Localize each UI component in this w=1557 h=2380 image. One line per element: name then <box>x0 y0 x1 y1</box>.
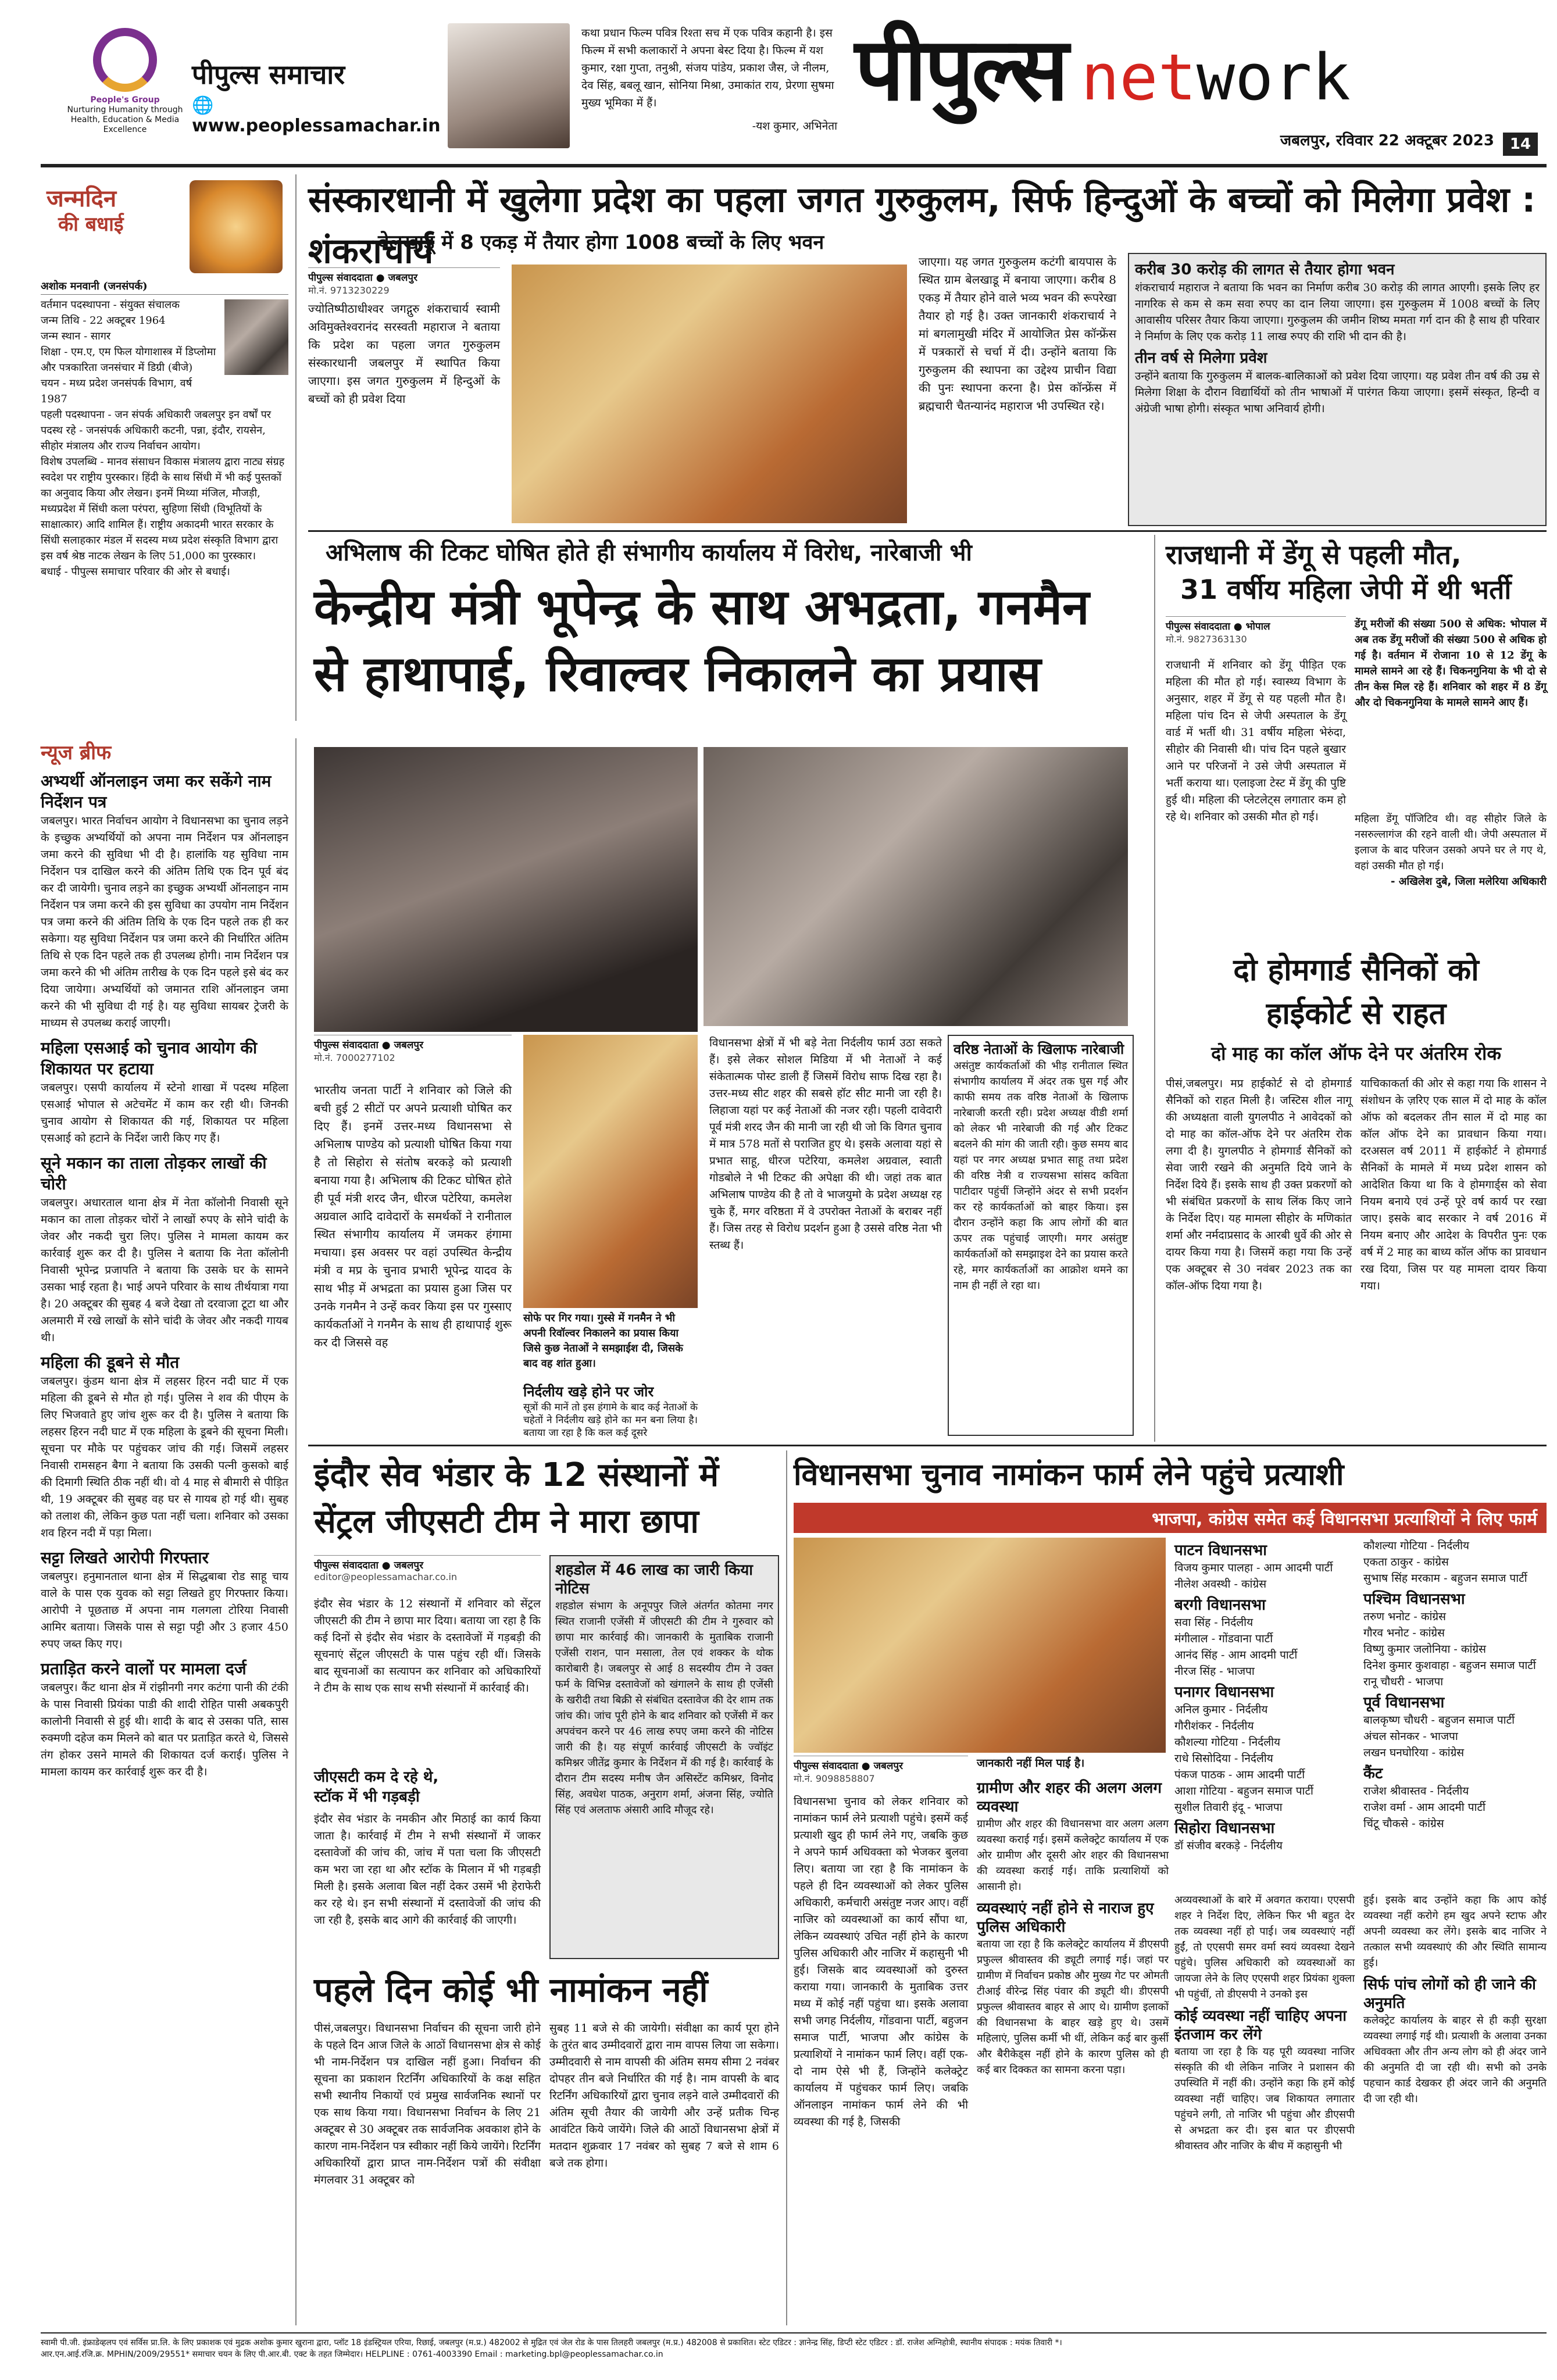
news-brief-item <box>41 1548 288 1653</box>
candidate-group-name: सिहोरा विधानसभा <box>1174 1820 1275 1837</box>
birthday-line: जन्म स्थान - सागर <box>41 330 111 342</box>
gst-sub-heading-2: स्टॉक में भी गड़बड़ी <box>314 1788 420 1806</box>
url-text: www.peoplessamachar.in <box>192 116 441 136</box>
bhupendra-headline-2: से हाथापाई, रिवाल्वर निकालने का प्रयास <box>314 645 1041 702</box>
candidates-col-4 <box>1363 1892 1547 2325</box>
candidate-item: सुशील तिवारी इंदू - भाजपा <box>1174 1801 1283 1814</box>
candidate-item: मंगीलाल - गोंडवाना पार्टी <box>1174 1632 1273 1645</box>
cake-icon <box>190 180 283 273</box>
actor-quote-text: कथा प्रधान फिल्म पवित्र रिश्ता सच में एक पवित्र कहानी है। इस फिल्म में सभी कलाकारों ने अपना बेस्ट दिया है। फिल्म में यश कुमार, रक्षा गुप्ता, तनुश्री, संजय पांडेय, प्रकाश जैस, जे नीलम, देव सिंह, बबलू खान, सोनिया मिश्रा, उमाकांत राय, प्रेरणा सुषमा मुख्य भूमिका में हैं। <box>581 27 834 109</box>
bhupendra-box-heading: वरिष्ठ नेताओं के खिलाफ नारेबाजी <box>954 1041 1124 1057</box>
news-brief-text: जबलपुर। कुंडम थाना क्षेत्र में लहसर हिरन नदी घाट में एक महिला की डूबने से मौत हो गई। पुलिस ने शव की पीएम के लिए भिजवाते हुए जांच शुरू कर दी है। पुलिस ने बताया कि लहसर हिरन नदी घाट में एक महिला के डूबने की सूचना मिली। सूचना पर मौके पर पहुंचकर जांच की गई। जिसमें लहसर निवासी रामसहन बैगा ने बताया कि उसकी पत्नी कुसको बाई की दिमागी स्थिति ठीक नहीं थी। वो 4 माह से बीमारी से पीड़ित थी, 19 अक्टूबर की सुबह वह घर से गायब हो गई थी। सुबह को तलाश की, लेकिन कुछ पता नहीं चला। शनिवार को उसका शव हिरन नदी में पड़ा मिला। <box>41 1375 288 1539</box>
birthday-person-name: अशोक मनवानी (जनसंपर्क) <box>41 278 288 295</box>
page-number: 14 <box>1503 133 1538 156</box>
candidate-group-name: बरगी विधानसभा <box>1174 1596 1266 1614</box>
bhupendra-photo-1 <box>314 747 698 1032</box>
group-tagline: Nurturing Humanity through Health, Education & Media Excellence <box>67 105 183 134</box>
peoples-samachar-url <box>192 95 448 136</box>
candidate-item: सवा सिंह - निर्दलीय <box>1174 1616 1254 1629</box>
news-brief-item <box>41 1038 288 1147</box>
news-brief-title: न्यूज ब्रीफ <box>41 741 112 764</box>
bhupendra-headline-1: केन्द्रीय मंत्री भूपेन्द्र के साथ अभद्रता, गनमैन <box>314 578 1090 635</box>
news-brief-text: जबलपुर। हनुमानताल थाना क्षेत्र में सिद्धबाबा रोड साहू चाय वाले के पास एक युवक को सट्टा लिखते हुए गिरफ्तार किया। आरोपी ने पूछताछ में अपना नाम गलगला टोरिया निवासी आमिर बताया। जिसके पास से सट्टा पट्टी और 3 हजार 450 रुपए जब्त किए गए। <box>41 1570 288 1650</box>
lead-headline: संस्कारधानी में खुलेगा प्रदेश का पहला जगत गुरुकुलम, सिर्फ हिन्दुओं के बच्चों को मिलेगा प्रवेश : शंकराचार्य <box>308 180 1536 271</box>
bhupendra-byline: पीपुल्स संवाददाता ● जबलपुर <box>314 1035 512 1051</box>
candidates-box-heading-4: सिर्फ पांच लोगों को ही जाने की अनुमति <box>1363 1976 1536 2012</box>
candidate-item: राजेश श्रीवास्तव - निर्दलीय <box>1363 1785 1469 1797</box>
birthday-title-2: की बधाई <box>58 213 124 236</box>
lead-col-1 <box>308 267 500 523</box>
homeguard-headline-1: दो होमगार्ड सैनिकों को <box>1233 953 1479 988</box>
news-brief-text: जबलपुर। अधारताल थाना क्षेत्र में नेता कॉलोनी निवासी सूने मकान का ताला तोड़कर चोरों ने लाखों रुपए के सोने चांदी के जेवर और नकदी चुरा लिए। पुलिस ने मामला कायम कर कार्रवाई शुरू कर दी है। पुलिस ने बताया कि नेता कॉलोनी निवासी भूपेन्द्र प्रजापति ने बताया कि उसके घर के सामने उसका भाई रहता है। भाई अपने परिवार के साथ तीर्थयात्रा गया है। 20 अक्टूबर की सुबह 4 बजे देखा तो दरवाजा टूटा था और अलमारी में रखे लाखों के सोने चांदी के जेवर और नकदी गायब थी। <box>41 1196 288 1344</box>
candidates-box-heading-3: कोई व्यवस्था नहीं चाहिए अपना इंतजाम कर लेंगे <box>1174 2007 1347 2043</box>
actor-photo <box>448 23 570 148</box>
candidate-item: विजय कुमार पालहा - आम आदमी पार्टी <box>1174 1561 1333 1574</box>
lead-subhead: बेलखाडू में 8 एकड़ में तैयार होगा 1008 बच्चों के लिए भवन <box>378 231 824 254</box>
news-brief-heading: सट्टा लिखते आरोपी गिरफ्तार <box>41 1548 209 1567</box>
bhupendra-side-box <box>948 1035 1134 1436</box>
lead-box-heading-2: तीन वर्ष से मिलेगा प्रवेश <box>1135 349 1267 367</box>
news-brief-heading: सूने मकान का ताला तोड़कर लाखों की चोरी <box>41 1153 267 1193</box>
actor-quote-by: -यश कुमार, अभिनेता <box>752 120 837 133</box>
candidates-box-text-1: ग्रामीण और शहर की विधानसभा वार अलग अलग व्यवस्था कराई गई। इसमें कलेक्ट्रेट कार्यालय में एक ओर ग्रामीण और दूसरी ओर शहर की विधानसभा की व्यवस्था कराई गई। ताकि प्रत्याशियों को आसानी हो। <box>977 1818 1169 1893</box>
candidate-group-name: कैंट <box>1363 1765 1383 1782</box>
gst-box-heading: शहडोल में 46 लाख का जारी किया नोटिस <box>555 1561 753 1598</box>
candidates-box-heading-2: व्यवस्थाएं नहीं होने से नाराज हुए पुलिस अधिकारी <box>977 1900 1154 1936</box>
lead-byline: पीपुल्स संवाददाता ● जबलपुर <box>308 267 500 284</box>
lead-box-text-2: उन्होंने बताया कि गुरुकुलम में बालक-बालिकाओं को प्रवेश दिया जाएगा। यह प्रवेश तीन वर्ष की उम्र से मिलेगा शिक्षा के दौरान विद्यार्थियों को तीन भाषाओं में पारंगत किया जाएगा। इसमें संस्कृत, हिन्दी व अंग्रेजी भाषा होगी। संस्कृत भाषा अनिवार्य होगी। <box>1135 370 1540 415</box>
candidates-col-3 <box>1174 1892 1355 2325</box>
lead-text-1: ज्योतिष्पीठाधीश्वर जगद्गुरु शंकराचार्य स्वामी अविमुक्तेश्वरानंद सरस्वती महाराज ने बताया कि प्रदेश का पहला जगत गुरुकुलम संस्कारधानी जबलपुर में स्थापित किया जाएगा। इस जगत गुरुकुलम में हिन्दुओं के बच्चों को ही प्रवेश दिया <box>308 302 500 406</box>
news-brief-item <box>41 1153 288 1346</box>
news-brief-item <box>41 1659 288 1781</box>
candidate-item: आशा गोटिया - बहुजन समाज पार्टी <box>1174 1785 1313 1797</box>
candidates-box-text-2: बताया जा रहा है कि कलेक्ट्रेट कार्यालय में डीएसपी प्रफुल्ल श्रीवास्तव की ड्यूटी लगाई गई। जहां पर ग्रामीण में निर्वाचन प्रकोष्ठ और मुख्य गेट पर ओमती टीआई वीरेन्द्र सिंह पंवार की ड्यूटी थी। डीएसपी प्रफुल्ल श्रीवास्तव बाहर से आए थे। ग्रामीण इलाकों की विधानसभा के बाहर खड़े हुए थे। उसमें महिलाएं, पुलिस कर्मी भी थीं, लेकिन कई बार कुर्सी और बैरीकेड्स नहीं होने के कारण पुलिस को ही कई बार दिक्कत का सामना करना पड़ा। <box>977 1938 1169 2076</box>
gst-byline-box <box>314 1555 541 1590</box>
dengue-quote-text: महिला डेंगू पॉजिटिव थी। वह सीहोर जिले के नसरुल्लागंज की रहने वाली थी। जेपी अस्पताल में इलाज के बाद परिजन उसको अपने घर ले गए थे, वहां उसकी मौत हो गई। <box>1355 813 1547 872</box>
candidate-item: अंचल सोनकर - भाजपा <box>1363 1730 1458 1743</box>
lead-mobile: मो.नं. 9713230229 <box>308 285 390 296</box>
candidate-item: चिंटू चौकसे - कांग्रेस <box>1363 1817 1444 1830</box>
candidate-list-col-2 <box>1363 1538 1547 1886</box>
bhupendra-photo-3 <box>523 1035 698 1308</box>
peoples-group-logo <box>64 28 186 144</box>
homeguard-headline-2: हाईकोर्ट से राहत <box>1266 996 1447 1031</box>
bhupendra-mobile: मो.नं. 7000277102 <box>314 1052 395 1063</box>
candidate-list-col-1 <box>1174 1538 1355 1886</box>
header-rule <box>41 164 1547 167</box>
candidate-item: विष्णु कुमार जलोनिया - कांग्रेस <box>1363 1643 1486 1656</box>
birthday-box <box>41 174 297 721</box>
candidate-group-name: पाटन विधानसभा <box>1174 1542 1267 1559</box>
peoples-samachar-brand <box>192 56 448 136</box>
gst-sub-heading-1: जीएसटी कम दे रहे थे, <box>314 1768 439 1786</box>
bhupendra-text-2: विधानसभा क्षेत्रों में भी बड़े नेता निर्दलीय फार्म उठा सकते हैं। इसे लेकर सोशल मिडिया में भी नेताओं ने कई संकेतात्मक पोस्ट डाली हैं जिसमें विरोध साफ दिख रहा है। उत्तर-मध्य सीट शहर की सबसे हॉट सीट मानी जा रही है। लिहाजा यहां पर कई नेताओं की नजर रही। पहली दावेदारी पूर्व मंत्री शरद जैन की मानी जा रही थी जो कि विगत चुनाव में मात्र 578 मतों से पराजित हुए थे। इसके अलावा यहां से प्रभात साहू, धीरज पटेरिया, कमलेश अग्रवाल, स्वाती गोडबोले ने भी टिकट की अपेक्षा की थी। जहां तक बात अभिलाष पाण्डेय की है तो वे भाजयुमो के प्रदेश अध्यक्ष रह चुके हैं, मगर वरिष्ठता में वे उपरोक्त नेताओं के बराबर नहीं हैं। जिस तरह से विरोध प्रदर्शन हुआ है उससे वरिष्ठ नेता भी स्तब्ध हैं। <box>709 1037 942 1252</box>
dengue-byline: पीपुल्स संवाददाता ● भोपाल <box>1166 616 1346 632</box>
bhupendra-byline-box <box>314 1035 512 1070</box>
news-brief-heading: अभ्यर्थी ऑनलाइन जमा कर सकेंगे नाम निर्देशन पत्र <box>41 771 272 812</box>
lead-side-box <box>1128 253 1547 526</box>
gst-text-2: इंदौर सेव भंडार के नमकीन और मिठाई का कार्य किया जाता है। कार्रवाई में टीम ने सभी संस्थानों में जाकर दस्तावेजों की जांच की, जांच में पता चला कि जीएसटी कम भरा जा रहा था और स्टॉक के मिलान में भी गड़बड़ी मिली है। इसके अलावा बिल नहीं देकर उसमें भी हेराफेरी कर रहे थे। इन सभी संस्थानों में दस्तावेजों की जांच की जा रही है, इसके बाद आगे की कार्रवाई की जाएगी। <box>314 1813 541 1927</box>
dateline: जबलपुर, रविवार 22 अक्टूबर 2023 <box>1280 132 1494 149</box>
candidates-bar: भाजपा, कांग्रेस समेत कई विधानसभा प्रत्याशियों ने लिए फार्म <box>794 1503 1547 1533</box>
gst-text-1: इंदौर सेव भंडार के 12 संस्थानों में शनिवार को सेंट्रल जीएसटी की टीम ने छापा मार दिया। बताया जा रहा है कि कई दिनों से इंदौर सेव भंडार के दस्तावेजों में गड़बड़ी की सूचनाएं सेंट्रल जीएसटी के पास पहुंच रही थीं। जिसके बाद सूचनाओं का सत्यापन कर शनिवार को अधिकारियों ने टीम के साथ एक साथ सभी संस्थानों में कार्रवाई की। <box>314 1598 541 1695</box>
nomination-none-text-2: सुबह 11 बजे से की जायेगी। संवीक्षा का कार्य पूरा होने के तुरंत बाद उम्मीदवारों द्वारा नाम वापस लिया जा सकेगा। उम्मीदवारी से नाम वापसी की अंतिम समय सीमा 2 नवंबर दोपहर तीन बजे निर्धारित की गई है। नाम वापसी के बाद रिटर्निंग अधिकारियों द्वारा चुनाव लड़ने वाले उम्मीदवारों की अंतिम सूची तैयार की जायेगी और उन्हें प्रतीक चिन्ह आवंटित किये जायेंगे। जिले की आठों विधानसभा क्षेत्रों में मतदान शुक्रवार 17 नवंबर को सुबह 7 बजे से शाम 6 बजे तक होगा। <box>549 2022 779 2170</box>
dengue-headline-1: राजधानी में डेंगू से पहली मौत, <box>1166 539 1462 570</box>
bhupendra-kicker: अभिलाष की टिकट घोषित होते ही संभागीय कार्यालय में विरोध, नारेबाजी भी <box>326 539 972 566</box>
mid-rule <box>308 1445 1547 1446</box>
candidate-item: नीलेश अवस्थी - कांग्रेस <box>1174 1578 1267 1591</box>
peoples-group-ring-icon <box>93 28 157 92</box>
homeguard-text-2: याचिकाकर्ता की ओर से कहा गया कि शासन ने संशोधन के ज़रिए एक साल में दो माह के कॉल ऑफ को बदलकर तीन साल में दो माह का कॉल ऑफ देने का प्रावधान किया गया। दरअसल वर्ष 2011 में हाईकोर्ट ने होमगार्ड सैनिकों के मामले में मध्य प्रदेश शासन को आदेशित किया था कि वे होमगार्ड्स को सेवा नियम बनाये एवं उन्हें पूरे वर्ष कार्य पर रखा जाए। इसके बाद सरकार ने वर्ष 2016 में नियम बनाए और आदेश के विपरीत पुनः एक वर्ष में 2 माह का बाध्य कॉल ऑफ का प्रावधान रख दिया, जिस पर यह मामला दायर किया गया। <box>1360 1077 1547 1292</box>
news-brief-text: जबलपुर। भारत निर्वाचन आयोग ने विधानसभा का चुनाव लड़ने के इच्छुक अभ्यर्थियों को अपना नाम निर्देशन पत्र ऑनलाइन जमा करने की सुविधा भी दी है। हालांकि यह सुविधा नाम निर्देशन पत्र दाखिल करने की अंतिम तिथि एक दिन पूर्व बंद कर दी जायेगी। चुनाव लड़ने का इच्छुक अभ्यर्थी ऑनलाइन नाम निर्देशन पत्र जमा करने की इस सुविधा का उपयोग नाम निर्देशन पत्र जमा करने की अंतिम तिथि के एक दिन पहले तक ही कर सकेगा। यह सुविधा निर्देशन पत्र जमा करने की निर्धारित अंतिम तिथि से एक दिन पहले तक ही उपलब्ध होगी। नाम निर्देशन पत्र जमा करने की भी अंतिम तारीख के एक दिन पहले इसे बंद कर दिया जायेगा। अभ्यर्थियों को जमानत राशि ऑनलाइन जमा करने की भी सुविधा दी गई है। यह सुविधा सायबर ट्रेजरी के माध्यम से उपलब्ध कराई जाएगी। <box>41 814 288 1030</box>
candidates-mobile: मो.नं. 9098858807 <box>794 1773 875 1784</box>
candidate-group-name: पनागर विधानसभा <box>1174 1684 1274 1701</box>
birthday-line: चयन - मध्य प्रदेश जनसंपर्क विभाग, वर्ष 1987 <box>41 377 192 405</box>
bhupendra-box-text: असंतुष्ट कार्यकर्ताओं की भीड़ रानीताल स्थित संभागीय कार्यालय में अंदर तक घुस गई और काफी समय तक वरिष्ठ नेताओं के खिलाफ नारेबाजी करती रही। प्रदेश अध्यक्ष वीडी शर्मा को लेकर भी नारेबाजी की गई और टिकट बदलने की मांग की जाती रही। कुछ समय बाद यहां पर नगर अध्यक्ष प्रभात साहू तथा प्रदेश की वरिष्ठ नेत्री व राज्यसभा सांसद कविता पाटीदार पहुंचीं जिन्होंने अंदर से सभी प्रदर्शन कर रहे कार्यकर्ताओं को बाहर किया। इस दौरान उन्होंने कहा कि आप लोगों की बात ऊपर तक पहुंचाई जाएगी। मगर असंतुष्ट कार्यकर्ताओं को समझाइश देने का प्रयास करते रहे, मगर कार्यकर्ताओं का आक्रोश थमने का नाम ही नहीं ले रहा था। <box>954 1060 1128 1292</box>
spacer-3 <box>314 1439 315 1440</box>
masthead-english <box>1081 40 1351 115</box>
candidates-text-1: विधानसभा चुनाव को लेकर शनिवार को नामांकन फार्म लेने प्रत्याशी पहुंचे। इसमें कई प्रत्याशी खुद ही फार्म लेने गए, जबकि कुछ ने अपने फार्म अधिवक्ता को भेजकर बुलवा लिए। बताया जा रहा है कि नामांकन के पहले ही दिन व्यवस्थाओं को लेकर पुलिस अधिकारी, कर्मचारी असंतुष्ट नजर आए। वहीं नाजिर को व्यवस्थाओं का कार्य सौंपा था, लेकिन व्यवस्थाएं उचित नहीं होने के कारण पुलिस अधिकारी और नाजिर में कहासुनी भी हुई। जिसके बाद व्यवस्थाओं को दुरुस्त कराया गया। जानकारी के मुताबिक उत्तर मध्य में कोई नहीं पहुंचा था। इसके अलावा सभी जगह निर्दलीय, गोंडवाना पार्टी, बहुजन समाज पार्टी, भाजपा और कांग्रेस के प्रत्याशियों ने नामांकन फार्म लिए। वहीं एक-दो नाम ऐसे भी हैं, जिन्होंने कलेक्ट्रेट कार्यालय में पहुंचकर फार्म लिए। जबकि ऑनलाइन नामांकन फार्म लेने की भी व्यवस्था की गई है, जिसकी <box>794 1795 968 2128</box>
gst-sub <box>314 1767 541 1808</box>
candidate-item: रानू चौधरी - भाजपा <box>1363 1675 1444 1688</box>
masthead-hindi: पीपुल्स <box>855 19 1067 120</box>
nomination-none-headline: पहले दिन कोई भी नामांकन नहीं <box>314 1970 708 2010</box>
gst-side-box <box>549 1555 779 1959</box>
masthead-work: work <box>1196 40 1351 115</box>
bhupendra-photo-caption: सोफे पर गिर गया। गुस्से में गनमैन ने भी अपनी रिवॉल्वर निकालने का प्रयास किया जिसे कुछ नेताओं ने समझाईश दी, जिसके बाद वह शांत हुआ। <box>523 1312 683 1370</box>
news-brief-item <box>41 771 288 1032</box>
gst-byline: पीपुल्स संवाददाता ● जबलपुर <box>314 1555 541 1571</box>
lead-box-heading-1: करीब 30 करोड़ की लागत से तैयार होगा भवन <box>1135 261 1395 278</box>
candidate-item: नीरज सिंह - भाजपा <box>1174 1665 1255 1678</box>
lead-box-text-1: शंकराचार्य महाराज ने बताया कि भवन का निर्माण करीब 30 करोड़ की लागत आएगी। इसके लिए हर नागरिक से कम से कम सवा रुपए का दान लिया जाएगा। इस गुरुकुलम में 1008 बच्चों के लिए आवासीय परिसर तैयार किया जाएगा। गुरुकुलम की जमीन शिष्य ममता गर्ग दान की है साथ ही परिवार ने निर्माण के लिए एक करोड़ 11 लाख रुपए की राशि भी दान की है। <box>1135 281 1540 343</box>
dengue-headline-2: 31 वर्षीय महिला जेपी में थी भर्ती <box>1180 574 1512 605</box>
candidates-text-4: हुई। इसके बाद उन्होंने कहा कि आप कोई व्यवस्था नहीं करोगे हम खुद अपने स्टाफ और अपनी व्यवस्था कर लेंगे। इसके बाद नाजिर ने तत्काल सभी व्यवस्थाएं की और स्थिति सामान्य हुई। <box>1363 1894 1547 1969</box>
candidate-item: गौरव भनोट - कांग्रेस <box>1363 1627 1445 1639</box>
actor-quote <box>581 24 837 146</box>
homeguard-text-1: पीसं,जबलपुर। मप्र हाईकोर्ट से दो होमगार्ड सैनिकों को राहत मिली है। जस्टिस शील नागू की अध्यक्षता वाली युगलपीठ ने आवेदकों को दो माह का कॉल-ऑफ देने पर अंतरिम रोक लगा दी है। युगलपीठ ने होमगार्ड सैनिकों को सेवा जारी रखने की अनुमति दिये जाने के निर्देश दिये हैं। इसके साथ ही उक्त प्रकरणों को भी संबंधित प्रकरणों के साथ लिंक किए जाने के निर्देश दिए। यह मामला सीहोर के मणिकांत शर्मा और नर्मदाप्रसाद के आरबी धुर्वे की ओर से दायर किया गया है। जिसमें कहा गया कि उन्हें एक अक्टूबर से 30 नवंबर 2023 तक का कॉल-ऑफ दिया गया है। <box>1166 1077 1352 1292</box>
candidate-item: राधे सिसोदिया - निर्दलीय <box>1174 1752 1273 1765</box>
bhupendra-photo-2 <box>703 747 1128 1026</box>
news-brief-text: जबलपुर। एसपी कार्यालय में स्टेनो शाखा में पदस्थ महिला एसआई भोपाल से अटेचमेंट में काम कर रही थी। जिनकी चुनाव आयोग से शिकायत की गई, शिकायत पर महिला एसआई को हटाने के निर्देश जारी किए गए हैं। <box>41 1081 288 1145</box>
bhupendra-text-1: भारतीय जनता पार्टी ने शनिवार को जिले की बची हुई 2 सीटों पर अपने प्रत्याशी घोषित कर दिए हैं। इनमें उत्तर-मध्य विधानसभा से अभिलाष पाण्डेय को प्रत्याशी घोषित किया गया है तो सिहोरा से संतोष बरकड़े को प्रत्याशी बनाया गया है। अभिलाष की टिकट घोषित होते ही पूर्व मंत्री शरद जैन, धीरज पटेरिया, कमलेश अग्रवाल आदि दावेदारों के समर्थकों ने रानीताल स्थित संभागीय कार्यालय में जमकर हंगामा मचाया। इस अवसर पर वहां उपस्थित केन्द्रीय मंत्री व मप्र के चुनाव प्रभारी भूपेन्द्र यादव के साथ भीड़ में अभद्रता का प्रयास हुआ जिस पर उनके गनमैन ने उन्हें कवर किया इस पर गुस्साए कार्यकर्ताओं ने गनमैन के साथ ही हाथापाई शुरू कर दी जिससे वह <box>314 1083 512 1349</box>
candidates-byline-box <box>794 1756 968 1791</box>
masthead-net: net <box>1081 40 1197 115</box>
lead-bottom-rule <box>308 530 1547 532</box>
dengue-quote-by: - अखिलेश दुबे, जिला मलेरिया अधिकारी <box>1390 875 1547 888</box>
birthday-line: शिक्षा - एम.ए, एम फिल योगाशास्त्र में डिप्लोमा और पत्रकारिता जनसंचार में डिग्री (बीजे) <box>41 346 216 374</box>
candidate-item: दिनेश कुमार कुशवाहा - बहुजन समाज पार्टी <box>1363 1659 1536 1672</box>
birthday-line: जन्म तिथि - 22 अक्टूबर 1964 <box>41 315 166 327</box>
birthday-line: विशेष उपलब्धि - मानव संसाधन विकास मंत्रालय द्वारा नाट्य संग्रह स्वदेश पर राष्ट्रीय पुरस्कार। हिंदी के साथ सिंधी में भी कई पुस्तकों का अनुवाद किया और लेखन। इनमें मिथ्या मंजिल, मौजड़ी, मध्यप्रदेश में सिंधी कला परंपरा, सुहिणा सिंधी (विभूतियों के साक्षात्कार) आदि शामिल हैं। राष्ट्रीय अकादमी भारत सरकार के सिंधी सलाहकार मंडल में सदस्य मध्य प्रदेश संस्कृति विभाग द्वारा इस वर्ष श्रेष्ठ नाटक लेखन के लिए 51,000 का पुरस्कार। <box>41 456 285 562</box>
bhupendra-sub-text: सूत्रों की मानें तो इस हंगामे के बाद कई नेताओं के चहेतों ने निर्दलीय खड़े होने का मन बना लिया है। बताया जा रहा है कि कल कई दूसरे <box>523 1402 698 1439</box>
birthday-person-photo <box>224 299 288 375</box>
dengue-text: राजधानी में शनिवार को डेंगू पीड़ित एक महिला की मौत हो गई। स्वास्थ्य विभाग के अनुसार, शहर में डेंगू से यह पहली मौत है। महिला पांच दिन से जेपी अस्पताल के डेंगू वार्ड में भर्ती थी। 31 वर्षीय महिला भेरुंदा, सीहोर की निवासी थी। पांच दिन पहले बुखार आने पर परिजनों ने उसे जेपी अस्पताल में भर्ती कराया था। एलाइजा टेस्ट में डेंगू की पुष्टि हुई थी। महिला की प्लेटलेट्स लगातार कम हो रहे थे। शनिवार को उसकी मौत हो गई। <box>1166 659 1346 823</box>
nomination-none-text-1: पीसं,जबलपुर। विधानसभा निर्वाचन की सूचना जारी होने के पहले दिन आज जिले के आठों विधानसभा क्षेत्र से कोई भी नाम-निर्देशन पत्र दाखिल नहीं हुआ। निर्वाचन की सूचना का प्रकाशन रिटर्निंग अधिकारियों के कक्ष सहित सभी स्थानीय निकायों एवं प्रमुख सार्वजनिक स्थानों पर एक साथ किया गया। विधानसभा निर्वाचन के लिए 21 अक्टूबर से 30 अक्टूबर तक सार्वजनिक अवकाश होने के कारण नाम-निर्देशन पत्र स्वीकार नहीं किये जायेंगे। रिटर्निंग अधिकारियों द्वारा प्राप्त नाम-निर्देशन पत्रों की संवीक्षा मंगलवार 31 अक्टूबर को <box>314 2022 541 2186</box>
birthday-banner <box>41 174 288 276</box>
masthead <box>855 19 1547 140</box>
dengue-byline-box <box>1166 616 1346 651</box>
peoples-samachar-name: पीपुल्स समाचार <box>192 59 345 90</box>
candidate-group-name: पश्चिम विधानसभा <box>1363 1591 1465 1608</box>
candidates-photo-caption: जानकारी नहीं मिल पाई है। <box>977 1757 1085 1770</box>
group-logo-text: People's Group <box>90 95 160 105</box>
shankaracharya-photo <box>512 265 907 523</box>
bhupendra-sub-heading: निर्दलीय खड़े होने पर जोर <box>523 1384 654 1400</box>
gst-headline-2: सेंट्रल जीएसटी टीम ने मारा छापा <box>314 1503 699 1541</box>
candidates-headline: विधानसभा चुनाव नामांकन फार्म लेने पहुंचे प्रत्याशी <box>794 1457 1344 1492</box>
candidates-text-3: अव्यवस्थाओं के बारे में अवगत कराया। एएसपी शहर ने निर्देश दिए, लेकिन फिर भी बहुत देर तक व्यवस्था नहीं हो पाई। जब व्यवस्थाएं नहीं हुईं, तो एएसपी समर वर्मा स्वयं व्यवस्था देखने पहुंचे। पुलिस अधिकारी को व्यवस्थाओं का जायजा लेने के लिए एएसपी शहर प्रियंका शुक्ला भी पहुंचीं, तो डीएसपी ने उनको इस <box>1174 1894 1355 2000</box>
birthday-title-1: जन्मदिन <box>47 185 117 212</box>
candidate-item: बालकृष्ण चौधरी - बहुजन समाज पार्टी <box>1363 1714 1515 1727</box>
birthday-line: वर्तमान पदस्थापना - संयुक्त संचालक <box>41 299 180 311</box>
homeguard-subhead: दो माह का कॉल ऑफ देने पर अंतरिम रोक <box>1211 1042 1501 1064</box>
gst-headline-1: इंदौर सेव भंडार के 12 संस्थानों में <box>314 1456 719 1494</box>
news-brief-heading: महिला एसआई को चुनाव आयोग की शिकायत पर हटाया <box>41 1038 258 1078</box>
candidates-box-text-4: कलेक्ट्रेट कार्यालय के बाहर से ही कड़ी सुरक्षा व्यवस्था लगाई गई थी। प्रत्याशी के अलावा उनका अधिवक्ता और तीन अन्य लोग को ही अंदर जाने की अनुमति दी जा रही थी। सभी को उनके पहचान कार्ड देखकर ही अंदर जाने की अनुमति दी जा रही थी। <box>1363 2014 1547 2105</box>
candidate-item: सुभाष सिंह मरकाम - बहुजन समाज पार्टी <box>1363 1572 1527 1585</box>
news-brief-heading: प्रताड़ित करने वालों पर मामला दर्ज <box>41 1659 247 1678</box>
news-brief <box>41 738 297 2325</box>
candidate-item: तरुण भनोट - कांग्रेस <box>1363 1610 1446 1623</box>
candidate-item: एकता ठाकुर - कांग्रेस <box>1363 1556 1449 1568</box>
candidate-item: आनंद सिंह - आम आदमी पार्टी <box>1174 1649 1298 1661</box>
candidate-item: अनिल कुमार - निर्दलीय <box>1174 1703 1268 1716</box>
candidate-item: कौशल्या गोटिया - निर्दलीय <box>1363 1539 1470 1552</box>
imprint-line-2: आर.एन.आई.रजि.क्र. MPHIN/2009/29551* समाचार चयन के लिए पी.आर.बी. एक्ट के तहत जिम्मेदार। HELPLINE : 0761-4003390 Email : marketing.bpl@peoplessamachar.co.in <box>41 2350 663 2359</box>
birthday-line: बधाई - पीपुल्स समाचार परिवार की ओर से बधाई। <box>41 566 230 578</box>
candidates-box-text-3: बताया जा रहा है कि यह पूरी व्यवस्था नाजिर संस्कृति की थी लेकिन नाजिर ने प्रशासन की उपस्थिति में नहीं की। उन्होंने कहा कि हमें कोई व्यवस्था नहीं चाहिए। जब शिकायत लगातार पहुंचने लगी, तो नाजिर भी पहुंचा और डीएसपी से अभद्रता कर दी। इस बात पर डीएसपी श्रीवास्तव और नाजिर के बीच में कहासुनी भी <box>1174 2046 1355 2152</box>
candidates-box-heading-1: ग्रामीण और शहर की अलग अलग व्यवस्था <box>977 1779 1162 1816</box>
birthday-line: पहली पदस्थापना - जन संपर्क अधिकारी जबलपुर इन वर्षों पर पदस्थ रहे - जनसंपर्क अधिकारी कटनी, पन्ना, इंदौर, रायसेन, सीहोर मंत्रालय और राज्य निर्वाचन आयोग। <box>41 409 272 452</box>
gst-box-text: शहडोल संभाग के अनूपपुर जिले अंतर्गत कोतमा नगर स्थित राजानी एजेंसी में जीएसटी की टीम ने गुरुवार को छापा मार कार्रवाई की। जानकारी के मुताबिक राजानी एजेंसी राशन, पान मसाला, तेल एवं शक्कर के थोक कारोबारी है। जबलपुर से आई 8 सदस्यीय टीम ने उक्त फर्म के विभिन्न दस्तावेजों को खंगालने के साथ ही एजेंसी के खरीदी तथा बिक्री से संबंधित दस्तावेज की देर शाम तक जांच की। जांच पूरी होने के बाद शनिवार को एजेंसी में कर अपवंचन करने पर 46 लाख रुपए जमा करने की नोटिस जारी की है। यह संपूर्ण कार्रवाई जीएसटी के ज्वॉइंट कमिश्नर जीतेंद्र कुमार के निर्देशन में की गई है। कार्रवाई के दौरान टीम सदस्य मनीष जैन असिस्टेंट कमिश्नर, विनोद सिंह, अवधेश पाठक, अनुराग शर्मा, अंजना सिंह, ज्योति सिंह एवं अलताफ अंसारी आदि मौजूद रहे। <box>555 1600 773 1816</box>
candidate-item: गौरीशंकर - निर्दलीय <box>1174 1720 1254 1732</box>
imprint-footer <box>41 2332 1547 2373</box>
candidates-photo <box>794 1538 1166 1753</box>
candidate-item: राजेश वर्मा - आम आदमी पार्टी <box>1363 1801 1485 1814</box>
dengue-mobile: मो.नं. 9827363130 <box>1166 634 1247 645</box>
dengue-side: डेंगू मरीजों की संख्या 500 से अधिक: भोपाल में अब तक डेंगू मरीजों की संख्या 500 से अधिक हो गई है। वर्तमान में रोजाना 10 से 12 डेंगू के मामले सामने आ रहे हैं। चिकनगुनिया के भी दो से तीन केस मिल रहे हैं। शनिवार को शहर में 8 डेंगू और दो चिकनगुनिया के मामले सामने आए हैं। <box>1355 618 1547 709</box>
candidate-item: पंकज पाठक - आम आदमी पार्टी <box>1174 1768 1305 1781</box>
news-brief-item <box>41 1352 288 1542</box>
lead-text-2: जाएगा। यह जगत गुरुकुलम कटंगी बायपास के स्थित ग्राम बेलखाडू में बनाया जाएगा। करीब 8 एकड़ में तैयार होने वाले भव्य भवन की रूपरेखा तैयार हो गई है। उक्त जानकारी शंकराचार्य ने मां बगलामुखी मंदिर में आयोजित प्रेस कॉन्फ्रेंस में पत्रकारों से चर्चा में दी। उन्होंने बताया कि गुरुकुलम की स्थापना का उद्देश्य प्राचीन विद्या की पुनः स्थापना करना है। प्रेस कॉन्फ्रेंस में ब्रह्मचारी चैतन्यानंद महाराज भी उपस्थित रहे। <box>919 255 1116 413</box>
column-divider <box>1154 535 1155 1442</box>
candidate-item: कौशल्या गोटिया - निर्दलीय <box>1174 1736 1281 1749</box>
globe-icon: 🌐 <box>192 95 214 116</box>
candidate-group-name: पूर्व विधानसभा <box>1363 1694 1445 1711</box>
candidate-item: लखन घनघोरिया - कांग्रेस <box>1363 1746 1465 1759</box>
news-brief-heading: महिला की डूबने से मौत <box>41 1353 180 1372</box>
candidates-byline: पीपुल्स संवाददाता ● जबलपुर <box>794 1756 968 1772</box>
imprint-line-1: स्वामी पी.जी. इंफ्राडेव्हलप एवं सर्विस प्रा.लि. के लिए प्रकाशक एवं मुद्रक अशोक कुमार खुराना द्वारा, प्लॉट 18 इंडस्ट्रियल एरिया, रिछाई, जबलपुर (म.प्र.) 482002 से मुद्रित एवं जेल रोड के पास तिलहरी जबलपुर (म.प्र.) 482008 से प्रकाशित। स्टेट एडिटर : ज्ञानेन्द्र सिंह, डिप्टी स्टेट एडिटर : डॉ. राजेश अग्निहोत्री, स्थानीय संपादक : मयंक तिवारी *। <box>41 2338 1062 2347</box>
candidate-item: डॉ संजीव बरकड़े - निर्दलीय <box>1174 1839 1283 1852</box>
dengue-quote <box>1355 811 1547 956</box>
column-divider <box>786 1450 787 2325</box>
news-brief-text: जबलपुर। कैंट थाना क्षेत्र में रांझीनगी नगर कटंगा पानी की टंकी के पास निवासी प्रियंका पाडी की शादी रोहित पासी अबकपुरी कालोनी निवासी से हुई थी। शादी के बाद से उसका पति, सास रुक्मणी दहेज कम मिलने को बात पर प्रताड़ित करते थे, जिससे तंग होकर उसने मामले की शिकायत दर्ज कराई। पुलिस ने मामला कायम कर कार्रवाई शुरू कर दी है। <box>41 1681 288 1778</box>
candidates-col-2 <box>977 1779 1169 2325</box>
gst-email: editor@peoplessamachar.co.in <box>314 1571 458 1582</box>
